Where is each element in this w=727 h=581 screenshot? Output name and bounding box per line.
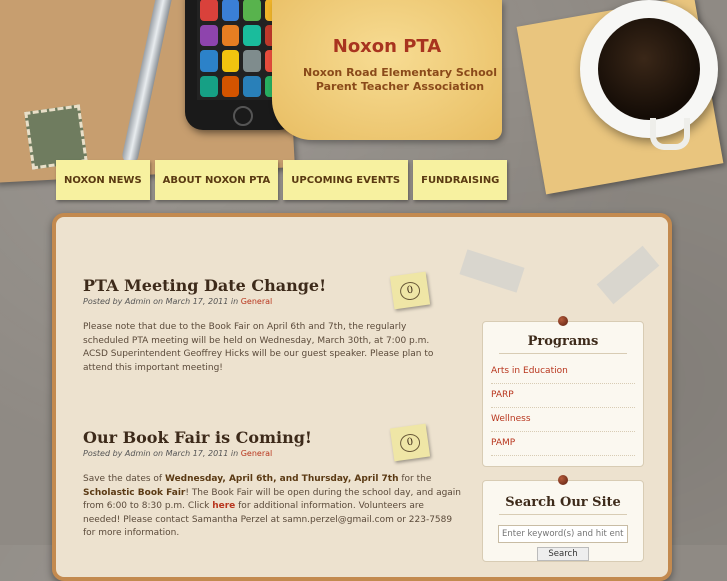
phone-home-button-icon [233, 106, 253, 126]
nav-upcoming-events[interactable]: UPCOMING EVENTS [283, 160, 408, 200]
post-body-bold: Scholastic Book Fair [83, 487, 186, 498]
programs-list [483, 360, 643, 456]
pin-icon [558, 316, 568, 326]
program-link[interactable]: Wellness [491, 408, 635, 432]
coffee-icon [598, 18, 700, 120]
post-body-text: for the [398, 474, 432, 484]
comment-count: 0 [399, 432, 421, 453]
post-body [83, 473, 461, 541]
program-link[interactable]: PARP [491, 384, 635, 408]
post-body: Please note that due to the Book Fair on April 6th and 7th, the regularly scheduled PTA meeting will be held on Wednesday, March 30th, at 7:00 p.m. ACSD Superintendent Geoffrey Hicks will be our guest speaker. Please plan to attend this important meeting! [83, 322, 434, 373]
search-button[interactable]: Search [537, 547, 588, 561]
site-description-line1: Noxon Road Elementary School [303, 66, 497, 79]
comment-count-note[interactable] [390, 272, 430, 310]
nav-fundraising[interactable]: FUNDRAISING [413, 160, 507, 200]
post-title[interactable]: PTA Meeting Date Change! [83, 276, 327, 295]
comment-count-note[interactable] [390, 424, 430, 462]
post-meta [83, 449, 272, 458]
site-description [290, 66, 510, 94]
widget-title: Search Our Site [499, 481, 627, 515]
widget-title: Programs [499, 322, 627, 354]
program-link[interactable]: PAMP [491, 432, 635, 456]
search-input[interactable] [498, 525, 628, 543]
coffee-cup-decoration [580, 0, 718, 138]
search-widget [482, 480, 644, 562]
post-title[interactable]: Our Book Fair is Coming! [83, 428, 312, 447]
site-description-line2: Parent Teacher Association [315, 80, 485, 93]
cup-handle-decoration [650, 118, 690, 150]
post-body-link[interactable]: here [212, 501, 236, 511]
post-body-text: for additional information. Volunteers are needed! Please contact Samantha Perzel at samn.perzel@gmail.com or 223-7589 for more information. [83, 501, 453, 538]
nav-about-noxon-pta[interactable]: ABOUT NOXON PTA [155, 160, 279, 200]
post-meta [83, 297, 272, 306]
program-link[interactable]: Arts in Education [491, 360, 635, 384]
post-meta-text: Posted by Admin on March 17, 2011 in [83, 297, 239, 306]
post-body-text: ! The Book Fair will be open during the school day, and again from 6:00 to 8:30 p.m. Click [83, 487, 462, 511]
site-title[interactable]: Noxon PTA [332, 36, 442, 57]
main-nav [56, 160, 507, 200]
post-body-bold: Wednesday, April 6th, and Thursday, April 7th [164, 474, 399, 484]
nav-noxon-news[interactable]: NOXON NEWS [56, 160, 150, 200]
post-category-link[interactable]: General [240, 297, 273, 306]
pin-icon [558, 475, 568, 485]
post-category-link[interactable]: General [240, 449, 273, 458]
comment-count: 0 [399, 280, 421, 301]
post-body-text: Save the dates of [83, 474, 165, 484]
programs-widget [482, 321, 644, 467]
post-meta-text: Posted by Admin on March 17, 2011 in [83, 449, 239, 458]
